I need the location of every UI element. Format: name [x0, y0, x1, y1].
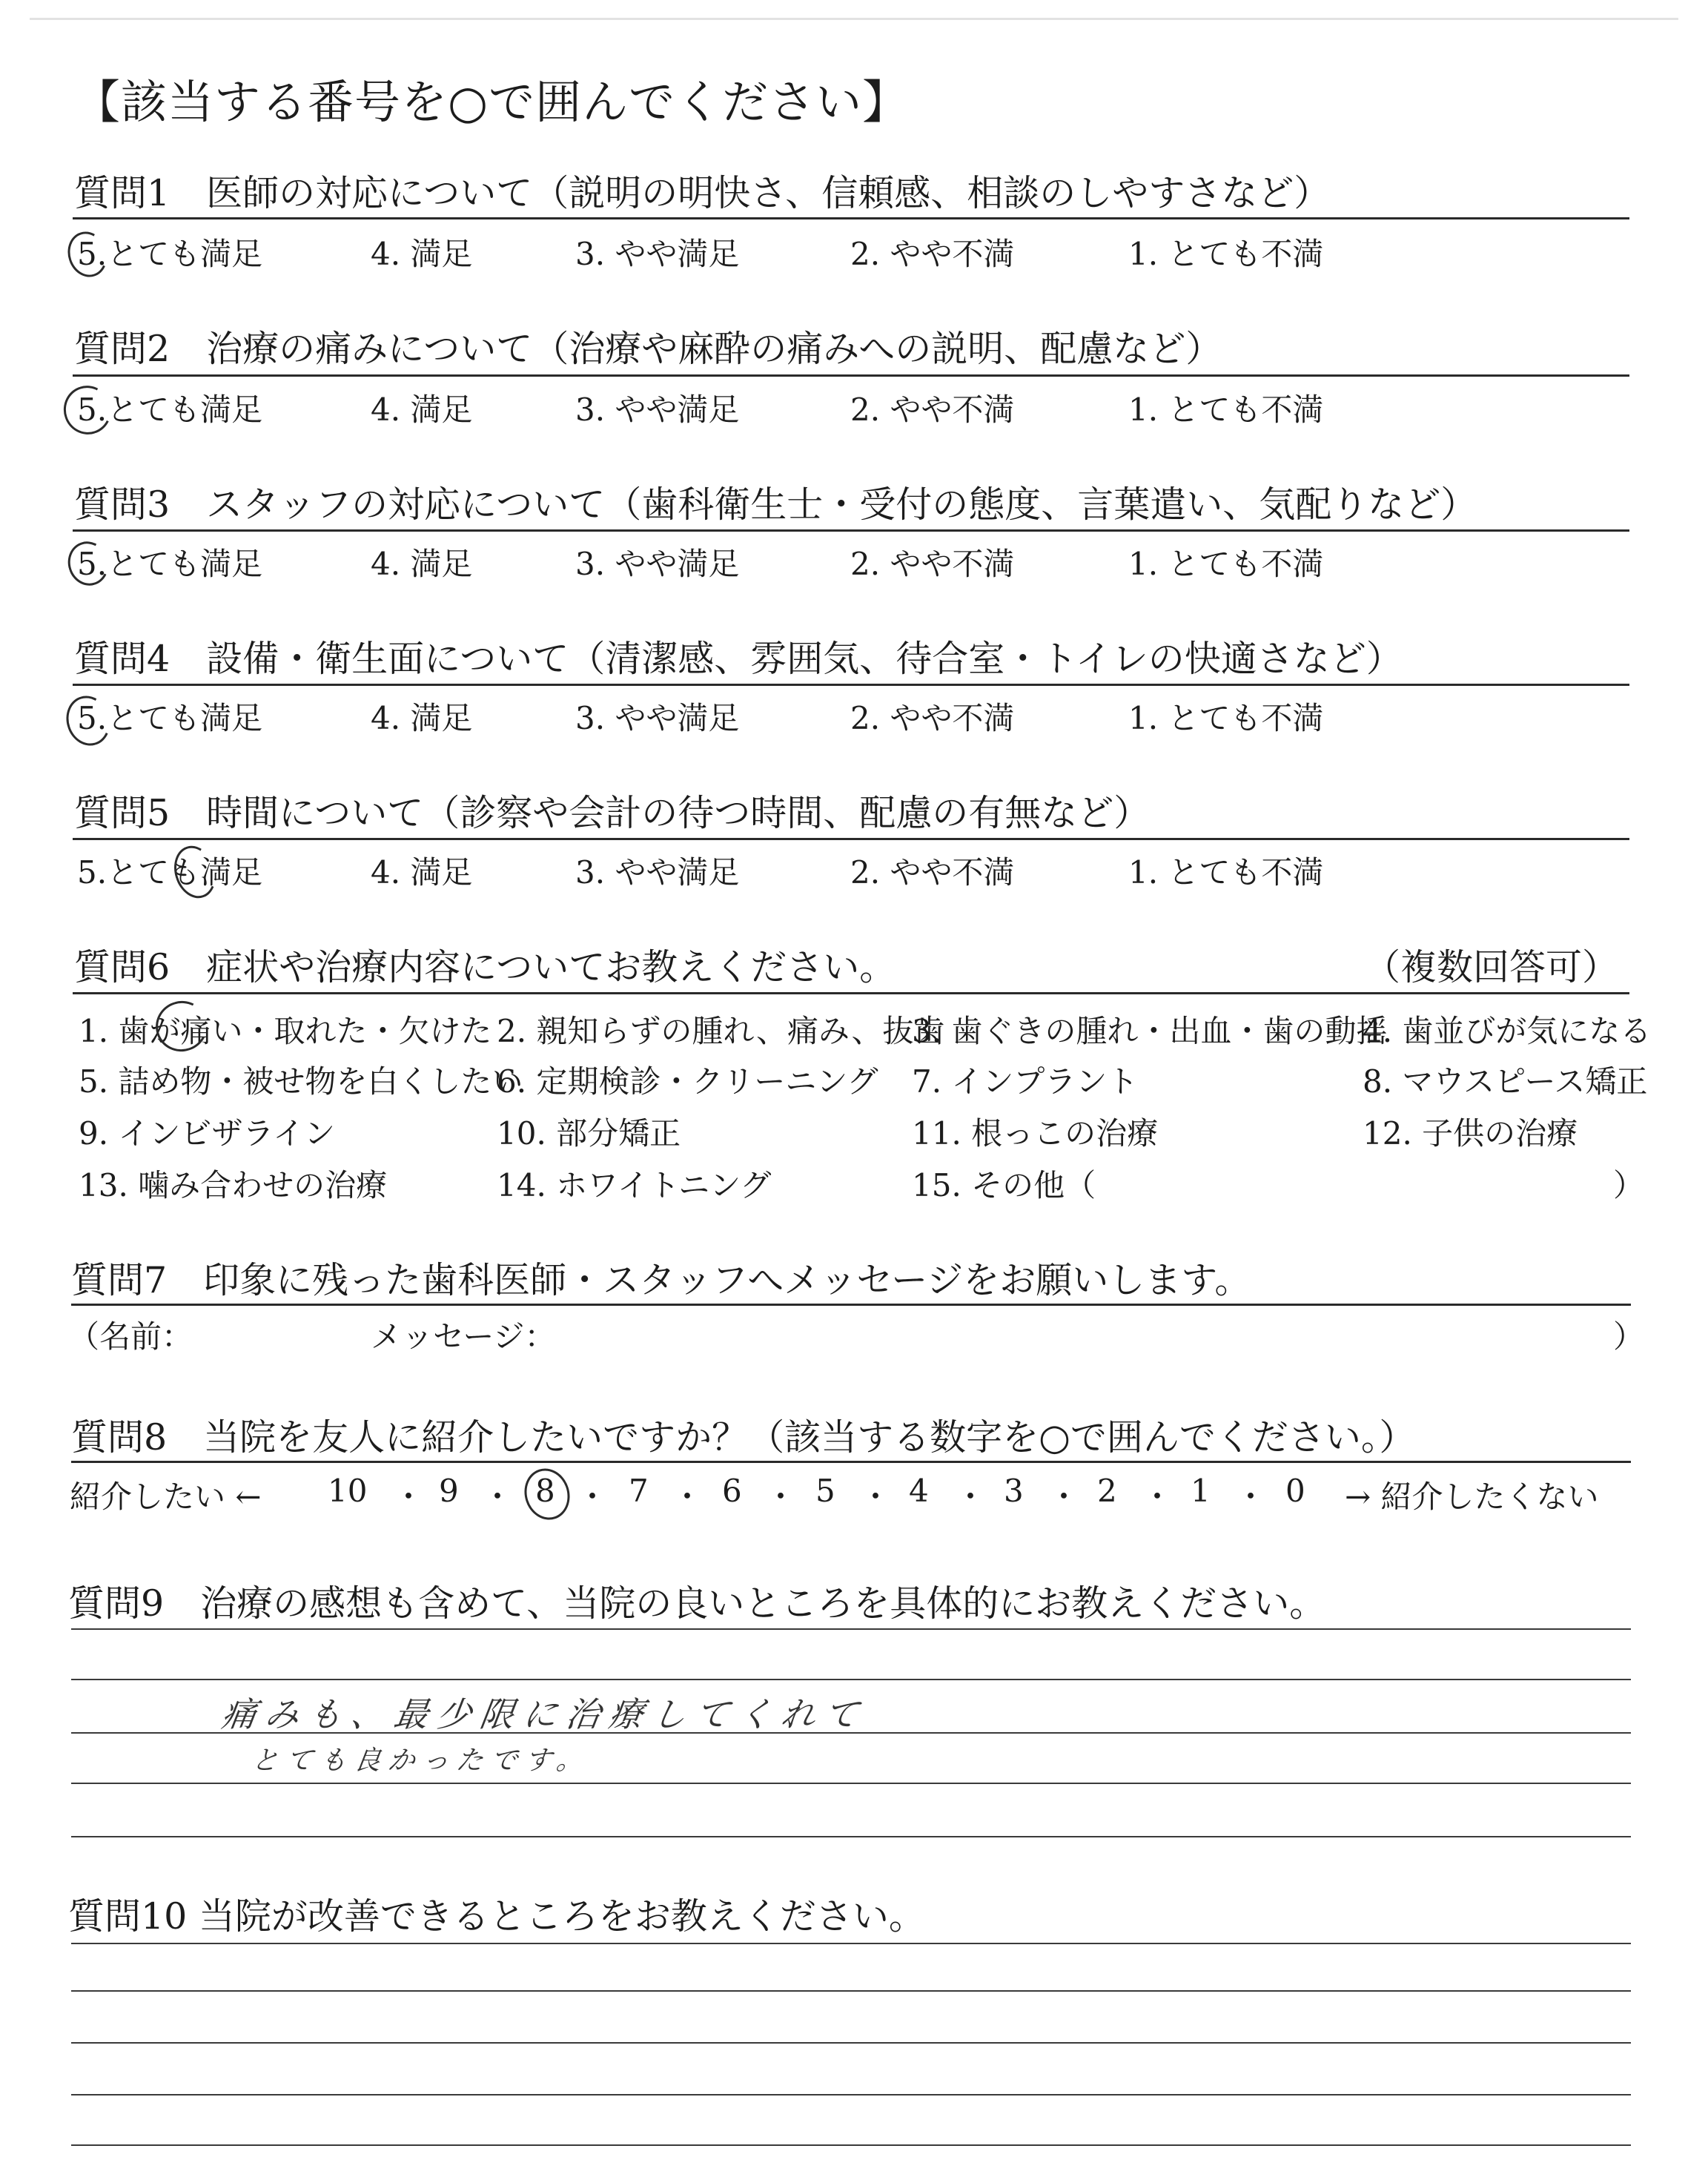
- question-8-title: 質問8 当院を友人に紹介したいですか？（該当する数字を○で囲んでください。）: [71, 1416, 1416, 1459]
- q6-item-12[interactable]: 12. 子供の治療: [1363, 1115, 1578, 1152]
- question-4-rule: [73, 684, 1629, 686]
- q6-item-2[interactable]: 2. 親知らずの腫れ、痛み、抜歯: [497, 1013, 945, 1049]
- q7-name-label: （名前：: [68, 1318, 193, 1355]
- q8-scale-1[interactable]: 1: [1191, 1473, 1211, 1509]
- q1-option-4[interactable]: 4. 満足: [371, 236, 473, 272]
- q6-item-1[interactable]: 1. 歯が痛い・取れた・欠けた: [79, 1013, 492, 1049]
- question-7-title: 質問7 印象に残った歯科医師・スタッフへメッセージをお願いします。: [71, 1259, 1251, 1301]
- q8-scale-5[interactable]: 5: [815, 1473, 835, 1509]
- q8-right-label: → 紹介したくない: [1345, 1479, 1599, 1515]
- q5-option-4[interactable]: 4. 満足: [371, 854, 473, 891]
- q2-option-4[interactable]: 4. 満足: [371, 392, 473, 428]
- q8-scale-7[interactable]: 7: [629, 1473, 649, 1509]
- q6-item-11[interactable]: 11. 根っこの治療: [912, 1115, 1159, 1152]
- q5-option-1[interactable]: 1. とても不満: [1128, 854, 1324, 891]
- question-9-title: 質問9 治療の感想も含めて、当院の良いところを具体的にお教えください。: [68, 1582, 1326, 1625]
- q8-separator: ・: [1142, 1479, 1174, 1515]
- q6-item-9[interactable]: 9. インビザライン: [79, 1115, 336, 1152]
- question-6-rule: [73, 992, 1629, 994]
- question-6-title: 質問6 症状や治療内容についてお教えください。: [74, 946, 896, 988]
- q4-option-5[interactable]: 5.とても満足: [77, 700, 263, 736]
- q6-item-14[interactable]: 14. ホワイトニング: [497, 1167, 772, 1203]
- question-4-title: 質問4 設備・衛生面について（清潔感、雰囲気、待合室・トイレの快適さなど）: [74, 638, 1403, 680]
- q8-separator: ・: [955, 1479, 987, 1515]
- q8-left-label: 紹介したい ←: [70, 1479, 262, 1515]
- q8-separator: ・: [577, 1479, 609, 1515]
- q5-option-3[interactable]: 3. やや満足: [575, 854, 740, 891]
- q6-item-5[interactable]: 5. 詰め物・被せ物を白くしたい: [79, 1063, 523, 1100]
- q5-option-2[interactable]: 2. やや不満: [850, 854, 1015, 891]
- q4-option-3[interactable]: 3. やや満足: [575, 700, 740, 736]
- q8-scale-10[interactable]: 10: [328, 1473, 368, 1509]
- q9-answer-line: [71, 1679, 1631, 1680]
- q2-option-5[interactable]: 5.とても満足: [77, 392, 263, 428]
- q6-item-4[interactable]: 4. 歯並びが気になる: [1363, 1013, 1652, 1049]
- q6-item-10[interactable]: 10. 部分矯正: [497, 1115, 681, 1152]
- q3-option-3[interactable]: 3. やや満足: [575, 546, 740, 582]
- q10-answer-line: [71, 2042, 1631, 2044]
- question-3-rule: [73, 529, 1629, 532]
- q2-option-2[interactable]: 2. やや不満: [850, 392, 1015, 428]
- q8-separator: ・: [1048, 1479, 1080, 1515]
- q4-option-1[interactable]: 1. とても不満: [1128, 700, 1324, 736]
- q3-option-5[interactable]: 5.とても満足: [77, 546, 263, 582]
- q8-separator: ・: [672, 1479, 704, 1515]
- question-3-title: 質問3 スタッフの対応について（歯科衛生士・受付の態度、言葉遣い、気配りなど）: [74, 483, 1477, 526]
- q1-option-1[interactable]: 1. とても不満: [1128, 236, 1324, 272]
- question-5-title: 質問5 時間について（診察や会計の待つ時間、配慮の有無など）: [74, 792, 1151, 834]
- q2-option-1[interactable]: 1. とても不満: [1128, 392, 1324, 428]
- q6-item-6[interactable]: 6. 定期検診・クリーニング: [497, 1063, 878, 1100]
- q1-option-5[interactable]: 5.とても満足: [77, 236, 263, 272]
- q4-option-2[interactable]: 2. やや不満: [850, 700, 1015, 736]
- q10-answer-line: [71, 1943, 1631, 1944]
- q3-option-4[interactable]: 4. 満足: [371, 546, 473, 582]
- q9-answer-line: [71, 1836, 1631, 1837]
- q7-message-label: メッセージ：: [371, 1318, 556, 1355]
- q7-close-paren: ）: [1613, 1318, 1645, 1355]
- q6-other-close-paren: ）: [1613, 1167, 1645, 1203]
- q8-separator: ・: [765, 1479, 797, 1515]
- scan-top-edge: [30, 18, 1678, 20]
- question-8-rule: [71, 1461, 1631, 1463]
- q9-handwritten-line-2: とても良かったです。: [249, 1745, 593, 1776]
- q8-scale-2[interactable]: 2: [1097, 1473, 1117, 1509]
- instruction-header: 【該当する番号を○で囲んでください】: [74, 75, 910, 129]
- q9-answer-line: [71, 1628, 1631, 1630]
- q5-option-5[interactable]: 5.とても満足: [77, 854, 263, 891]
- q6-item-15[interactable]: 15. その他（: [912, 1167, 1096, 1203]
- q8-separator: ・: [860, 1479, 892, 1515]
- question-2-rule: [73, 374, 1629, 377]
- question-10-title: 質問10 当院が改善できるところをお教えください。: [68, 1895, 925, 1938]
- q8-scale-4[interactable]: 4: [909, 1473, 929, 1509]
- q9-answer-line: [71, 1783, 1631, 1784]
- q10-answer-line: [71, 2094, 1631, 2095]
- q8-separator: ・: [393, 1479, 425, 1515]
- question-5-rule: [73, 838, 1629, 840]
- q9-handwritten-line-1: 痛みも、最少限に治療してくれて: [219, 1694, 870, 1734]
- question-6-note: （複数回答可）: [1364, 946, 1619, 988]
- q3-option-2[interactable]: 2. やや不満: [850, 546, 1015, 582]
- q6-item-13[interactable]: 13. 噛み合わせの治療: [79, 1167, 388, 1203]
- q8-scale-9[interactable]: 9: [439, 1473, 459, 1509]
- q2-option-3[interactable]: 3. やや満足: [575, 392, 740, 428]
- q1-option-3[interactable]: 3. やや満足: [575, 236, 740, 272]
- q8-separator: ・: [482, 1479, 514, 1515]
- question-7-rule: [71, 1304, 1631, 1306]
- q8-scale-6[interactable]: 6: [722, 1473, 742, 1509]
- q10-answer-line: [71, 2144, 1631, 2146]
- q8-separator: ・: [1235, 1479, 1267, 1515]
- question-2-title: 質問2 治療の痛みについて（治療や麻酔の痛みへの説明、配慮など）: [74, 328, 1222, 370]
- q4-option-4[interactable]: 4. 満足: [371, 700, 473, 736]
- q10-answer-line: [71, 1990, 1631, 1992]
- q6-item-7[interactable]: 7. インプラント: [912, 1063, 1139, 1100]
- q6-item-8[interactable]: 8. マウスピース矯正: [1363, 1063, 1648, 1100]
- q3-option-1[interactable]: 1. とても不満: [1128, 546, 1324, 582]
- q1-option-2[interactable]: 2. やや不満: [850, 236, 1015, 272]
- question-1-title: 質問1 医師の対応について（説明の明快さ、信頼感、相談のしやすさなど）: [74, 172, 1331, 214]
- q6-item-3[interactable]: 3. 歯ぐきの腫れ・出血・歯の動揺: [912, 1013, 1388, 1049]
- q8-scale-0[interactable]: 0: [1285, 1473, 1305, 1509]
- question-1-rule: [73, 217, 1629, 219]
- q8-selection-circle: [518, 1462, 577, 1525]
- q8-scale-8[interactable]: 8: [535, 1473, 555, 1509]
- q8-scale-3[interactable]: 3: [1004, 1473, 1024, 1509]
